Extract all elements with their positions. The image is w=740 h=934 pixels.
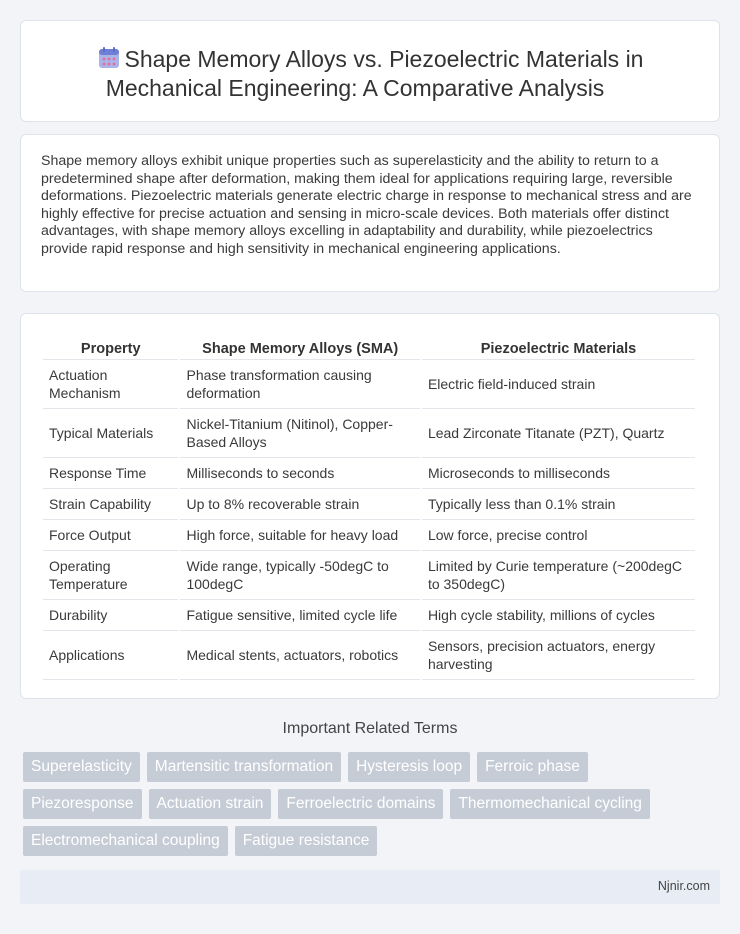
tag-thermomechanical-cycling[interactable]: Thermomechanical cycling [450,789,650,819]
header-property: Property [43,334,178,360]
cell-property: Durability [43,600,178,631]
related-terms-title: Important Related Terms [282,720,458,737]
header-sma: Shape Memory Alloys (SMA) [180,334,419,360]
comparison-table-card [20,313,720,699]
tag-fatigue-resistance[interactable]: Fatigue resistance [235,826,378,856]
cell-property: Operating Temperature [43,551,178,600]
header-piezo: Piezoelectric Materials [422,334,695,360]
cell-sma: Medical stents, actuators, robotics [180,631,419,680]
table-row [43,489,695,520]
cell-property: Strain Capability [43,489,178,520]
cell-piezo: Low force, precise control [422,520,695,551]
cell-sma: Fatigue sensitive, limited cycle life [180,600,419,631]
cell-sma: Up to 8% recoverable strain [180,489,419,520]
cell-piezo: Lead Zirconate Titanate (PZT), Quartz [422,409,695,458]
cell-piezo: High cycle stability, millions of cycles [422,600,695,631]
table-row [43,458,695,489]
cell-sma: High force, suitable for heavy load [180,520,419,551]
tag-ferroic-phase[interactable]: Ferroic phase [477,752,588,782]
cell-piezo: Microseconds to milliseconds [422,458,695,489]
table-row [43,551,695,600]
table-row [43,360,695,409]
tag-ferroelectric-domains[interactable]: Ferroelectric domains [278,789,443,819]
tag-superelasticity[interactable]: Superelasticity [23,752,140,782]
cell-property: Force Output [43,520,178,551]
cell-sma: Phase transformation causing deformation [180,360,419,409]
intro-card [20,134,720,292]
tag-martensitic-transformation[interactable]: Martensitic transformation [147,752,341,782]
cell-piezo: Electric field-induced strain [422,360,695,409]
cell-piezo: Sensors, precision actuators, energy harvesting [422,631,695,680]
footer [20,870,720,904]
footer-site-link[interactable]: Njnir.com [657,879,710,893]
comparison-table [41,334,697,680]
intro-paragraph: Shape memory alloys exhibit unique properties such as superelasticity and the ability to return to a predetermined shape after deformation, making them ideal for applications requiring large, reversible deformations. Piezoelectric materials generate electric charge in response to mechanical stress and are highly effective for precise actuation and sensing in micro-scale devices. Both materials offer distinct advantages, with shape memory alloys excelling in adaptability and durability, while piezoelectrics provide rapid response and high sensitivity in mechanical engineering applications. [41,153,692,257]
page-title: Shape Memory Alloys vs. Piezoelectric Materials in Mechanical Engineering: A Comparative Analysis [105,46,644,101]
table-row [43,600,695,631]
title-card [20,20,720,122]
related-terms-list [23,752,713,863]
table-row [43,409,695,458]
cell-piezo: Limited by Curie temperature (~200degC to 350degC) [422,551,695,600]
tag-actuation-strain[interactable]: Actuation strain [149,789,272,819]
cell-property: Applications [43,631,178,680]
table-row [43,631,695,680]
tag-hysteresis-loop[interactable]: Hysteresis loop [348,752,470,782]
tag-piezoresponse[interactable]: Piezoresponse [23,789,142,819]
tag-electromechanical-coupling[interactable]: Electromechanical coupling [23,826,228,856]
cell-sma: Wide range, typically -50degC to 100degC [180,551,419,600]
cell-property: Typical Materials [43,409,178,458]
cell-sma: Nickel-Titanium (Nitinol), Copper-Based Alloys [180,409,419,458]
cell-piezo: Typically less than 0.1% strain [422,489,695,520]
cell-property: Actuation Mechanism [43,360,178,409]
table-row [43,520,695,551]
cell-sma: Milliseconds to seconds [180,458,419,489]
cell-property: Response Time [43,458,178,489]
